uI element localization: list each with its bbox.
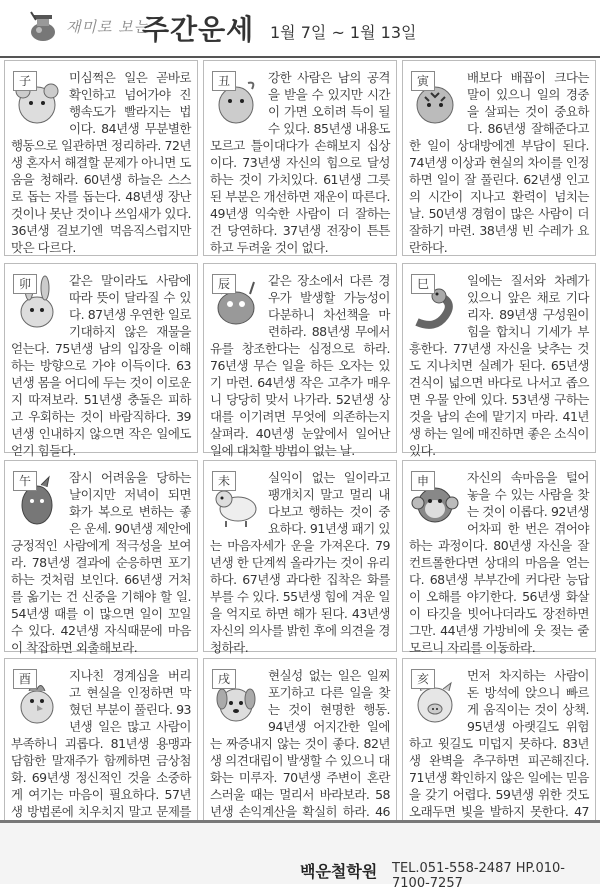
ox-icon	[212, 71, 260, 129]
fortune-text: 배보다 배꼽이 크다는 말이 있으니 일의 경중을 살피는 것이 중요하다. 86년생 잘해준다고 한 일이 상대방에겐 부담이 된다. 74년생 이상과 현실의 차이를 인정하면 일이 잘 풀린다. 62년생 인고의 시간이 지나고 환력이 넘치는 날. 50년생 경험이 많은 사람이 더 잘하기 마련. 38년생 빈 수레가 요란하다.	[409, 70, 589, 255]
snake-icon	[411, 274, 459, 332]
fortune-text: 지나친 경계심을 버리고 현실을 인정하면 막혔던 부분이 풀린다. 93년생 일은 많고 사람이 부족하니 괴롭다. 81년생 용맹과 담함한 말재주가 함께하면 금상첨화. 69년생 정신적인 것을 소중하게 여기는 마음이 필요하다. 57년생 방법론에 치우치지 말고 문제를	[11, 668, 191, 819]
fortune-text: 잠시 어려움을 당하는 날이지만 저녁이 되면 화가 복으로 변하는 좋은 운세. 90년생 제안에 긍정적인 사람에게 적극성을 보여라. 78년생 결과에 순응하면 포기하는 것처럼 보인다. 66년생 거처를 옮기는 건 신중을 기해야 할 일. 54년생 때를 이 많으면 일이 꼬일 수 있다. 42년생 자식때문에 마음이 착잡하면 외출해보라.	[11, 470, 191, 655]
zodiac-badge: 午	[13, 471, 37, 491]
page-header	[0, 0, 600, 58]
footer-contact: TEL.051-558-2487 HP.010-7100-7257	[392, 861, 565, 891]
page-footer	[0, 820, 600, 891]
fortune-text: 같은 말이라도 사람에 따라 뜻이 달라질 수 있다. 87년생 우연한 일로 기대하지 않은 재물을 얻는다. 75년생 남의 입장을 이해하는 방향으로 가야 이득이다. 63년생 몸을 어디에 두는 것이 이로운지 따져보라. 51년생 충돌은 피하고 우회하는 것이 바람직하다. 39년생 인내하지 않으면 작은 일에도 얻기 힘들다.	[11, 273, 191, 458]
zodiac-badge: 寅	[411, 71, 435, 91]
fortune-text: 현실성 없는 일은 일찌 포기하고 다른 일을 찾는 것이 현명한 행동. 94년생 어지간한 일에는 짜증내지 않는 것이 좋다. 82년생 의견대립이 발생할 수 있으니 대화는 미루자. 70년생 주변이 혼란스러울 때는 멀리서 바라보라. 58년생 손익계산을 확실히 하라. 46	[210, 668, 390, 819]
fortune-card-rat	[4, 60, 198, 256]
rat-icon	[13, 71, 61, 129]
fortune-card-rabbit	[4, 263, 198, 458]
rabbit-icon	[13, 274, 61, 332]
fortune-card-horse	[4, 460, 198, 655]
fortune-card-tiger	[402, 60, 596, 256]
header-subtitle: 재미로 보는	[66, 18, 150, 36]
footer-name: 백운철학원	[300, 862, 378, 881]
fortune-card-dragon	[203, 263, 397, 458]
fortune-text: 자신의 속마음을 털어놓을 수 있는 사람을 찾는 것이 이롭다. 92년생 어차피 한 번은 겪어야하는 과정이다. 80년생 자신을 잘 컨트롤한다면 상대의 마음을 얻는다. 68년생 부부간에 커다란 능답이 오해를 야기한다. 56년생 화살이 타깃을 빗어나더라도 장전하면 그만. 44년생 가방비에 웃 젖는 줄 모르니 자리를 이동하라.	[409, 470, 589, 655]
fortune-card-sheep	[203, 460, 397, 655]
zodiac-badge: 卯	[13, 274, 37, 294]
rooster-icon	[13, 669, 61, 727]
fortune-text: 일에는 질서와 차례가 있으니 앞은 채로 기다리자. 89년생 구성원이 힘을 합치니 기세가 부흥한다. 77년생 자신을 낮추는 것도 지나치면 실례가 된다. 65년생 견식이 넓으면 바다로 나서고 좁으면 우물 안에 있다. 53년생 구하는 것을 남의 손에 맡기지 마라. 41년생 하는 일에 매진하면 좋은 소식이 있다.	[409, 273, 589, 458]
tiger-icon	[411, 71, 459, 129]
zodiac-badge: 辰	[212, 274, 236, 294]
fortune-card-snake	[402, 263, 596, 458]
fortune-text: 강한 사람은 남의 공격을 받을 수 있지만 시간이 가면 오히려 득이 될 수 있다. 85년생 내용도 모르고 틀이대다가 손해보지 십상이다. 73년생 자신의 힘으로 달성하는 것이 가치있다. 61년생 그릇된 부분은 개선하면 재운이 따른다. 49년생 익숙한 사람이 더 잘하는 건 당연하다. 37년생 전장이 튼튼하고 두려울 것이 없다.	[210, 70, 390, 255]
page-title: 주간운세	[142, 13, 255, 46]
zodiac-badge: 申	[411, 471, 435, 491]
fortune-text: 실익이 없는 일이라고 팽개치지 말고 멀리 내다보고 행하는 것이 중요하다. 91년생 패기 있는 마음자세가 운을 가져온다. 79년생 한 단계씩 올라가는 것이 유리하다. 67년생 과다한 집착은 화를 부를 수 있다. 55년생 힘에 겨운 일을 억지로 하면 해가 된다. 43년생 자신의 의사를 밝힌 후에 의견을 경청하라.	[210, 470, 390, 655]
dog-icon	[212, 669, 260, 727]
zodiac-badge: 未	[212, 471, 236, 491]
fortune-text: 먼저 차지하는 사람이 돈 방석에 앉으니 빠르게 움직이는 것이 상책. 95년생 아랫길도 위험하고 윗길도 미덥지 못하다. 83년생 완벽을 추구하면 피곤해진다. 71년생 확인하지 않은 일에는 믿음을 갖기 어렵다. 59년생 위한 것도 오래두면 빛을 발하지 못한다. 47	[409, 668, 589, 819]
zodiac-badge: 酉	[13, 669, 37, 689]
fortune-text: 미심쩍은 일은 곧바로 확인하고 넘어가야 진행속도가 빨라지는 법이다. 84년생 무분별한 행동으로 일관하면 정리하라. 72년생 혼자서 해결할 문제가 아니면 도움을 청해라. 60년생 하늘은 스스로 돕는 자를 돕는다. 48년생 장난 것이나 못난 것이나 쓰임새가 있다. 36년생 걸보기엔 먹음직스럽지만 맛은 다르다.	[11, 70, 191, 255]
zodiac-badge: 子	[13, 71, 37, 91]
zodiac-badge: 丑	[212, 71, 236, 91]
pot-icon	[28, 8, 58, 42]
horse-icon	[13, 471, 61, 529]
zodiac-badge: 戌	[212, 669, 236, 689]
fortune-card-monkey	[402, 460, 596, 655]
fortune-card-ox	[203, 60, 397, 256]
date-range: 1월 7일 ~ 1월 13일	[270, 23, 417, 42]
fortune-text: 같은 장소에서 다른 경우가 발생할 가능성이 다분하니 차선책을 마련하라. 88년생 무에서 유를 창조한다는 심정으로 하라. 76년생 무슨 일을 하든 오자는 있기 마련. 64년생 작은 고추가 매우니 당당히 맞서 나가라. 52년생 상대를 이기려면 무엇에 의존하는지 살펴라. 40년생 눈앞에서 일어난 일에 대처할 방법이 없는 날.	[210, 273, 390, 458]
dragon-icon	[212, 274, 260, 332]
zodiac-badge: 巳	[411, 274, 435, 294]
pig-icon	[411, 669, 459, 727]
sheep-icon	[212, 471, 260, 529]
zodiac-badge: 亥	[411, 669, 435, 689]
monkey-icon	[411, 471, 459, 529]
